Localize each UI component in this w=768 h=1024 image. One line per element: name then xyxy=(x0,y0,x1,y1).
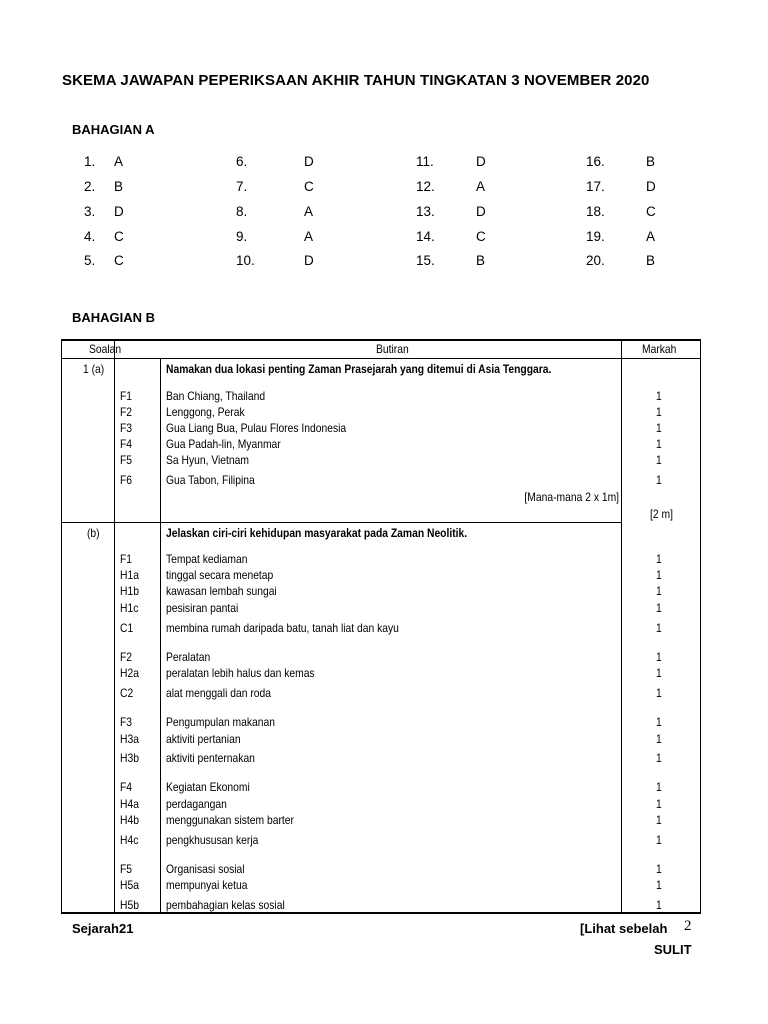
row-code: C1 xyxy=(120,621,134,635)
row-mark: 1 xyxy=(656,405,662,419)
answer-number: 11. xyxy=(416,154,434,169)
row-mark: 1 xyxy=(656,568,662,582)
row-code: F5 xyxy=(120,862,133,876)
answer-letter: D xyxy=(304,154,314,169)
row-code: F6 xyxy=(120,473,133,487)
row-mark: 1 xyxy=(656,862,662,876)
row-code: H4c xyxy=(120,833,139,847)
answer-letter: B xyxy=(114,179,124,194)
row-code: H3b xyxy=(120,751,139,765)
row-text: mempunyai ketua xyxy=(166,878,248,892)
row-text: tinggal secara menetap xyxy=(166,568,274,582)
row-text: Pengumpulan makanan xyxy=(166,715,276,729)
row-code: H5b xyxy=(120,898,139,912)
row-code: F2 xyxy=(120,405,133,419)
footer-sulit: SULIT xyxy=(654,942,692,957)
row-code: H1a xyxy=(120,568,139,582)
answer-number: 6. xyxy=(236,154,248,169)
row-text: aktiviti penternakan xyxy=(166,751,255,765)
answer-letter: C xyxy=(476,229,486,244)
row-text: perdagangan xyxy=(166,797,227,811)
row-text: Gua Liang Bua, Pulau Flores Indonesia xyxy=(166,421,347,435)
col-header-markah: Markah xyxy=(642,342,677,356)
answer-letter: A xyxy=(304,229,314,244)
answer-letter: D xyxy=(646,179,656,194)
answer-letter: D xyxy=(114,204,124,219)
section-a-heading: BAHAGIAN A xyxy=(72,122,155,137)
row-text: Tempat kediaman xyxy=(166,552,248,566)
answer-number: 2. xyxy=(84,179,96,194)
row-mark: 1 xyxy=(656,878,662,892)
row-mark: 1 xyxy=(656,601,662,615)
footer-turn-over: [Lihat sebelah xyxy=(580,921,668,936)
answer-number: 3. xyxy=(84,204,96,219)
row-mark: 1 xyxy=(656,453,662,467)
answer-number: 19. xyxy=(586,229,605,244)
answer-letter: A xyxy=(304,204,314,219)
row-code: F3 xyxy=(120,421,133,435)
row-mark: 1 xyxy=(656,732,662,746)
row-mark: 1 xyxy=(656,552,662,566)
row-text: kawasan lembah sungai xyxy=(166,584,277,598)
row-code: H2a xyxy=(120,666,139,680)
row-text: Organisasi sosial xyxy=(166,862,245,876)
row-mark: 1 xyxy=(656,898,662,912)
row-mark: 1 xyxy=(656,797,662,811)
row-code: F2 xyxy=(120,650,133,664)
row-code: F4 xyxy=(120,437,133,451)
row-code: F3 xyxy=(120,715,133,729)
row-code: C2 xyxy=(120,686,134,700)
col-header-butiran: Butiran xyxy=(376,342,409,356)
footer-page-number: 2 xyxy=(684,918,692,934)
answer-number: 4. xyxy=(84,229,96,244)
answer-number: 18. xyxy=(586,204,605,219)
document-title: SKEMA JAWAPAN PEPERIKSAAN AKHIR TAHUN TINGKATAN 3 NOVEMBER 2020 xyxy=(62,72,650,89)
row-code: F5 xyxy=(120,453,133,467)
answer-number: 10. xyxy=(236,253,255,268)
row-text: pesisiran pantai xyxy=(166,601,239,615)
row-text: Peralatan xyxy=(166,650,211,664)
answer-number: 1. xyxy=(84,154,96,169)
answer-number: 5. xyxy=(84,253,96,268)
row-mark: 1 xyxy=(656,584,662,598)
q1b-question: Jelaskan ciri-ciri kehidupan masyarakat pada Zaman Neolitik. xyxy=(166,526,468,540)
answer-letter: C xyxy=(646,204,656,219)
answer-letter: D xyxy=(304,253,314,268)
answer-number: 13. xyxy=(416,204,435,219)
answer-letter: C xyxy=(304,179,314,194)
row-text: menggunakan sistem barter xyxy=(166,813,294,827)
row-code: H4b xyxy=(120,813,139,827)
row-mark: 1 xyxy=(656,780,662,794)
answer-letter: B xyxy=(476,253,486,268)
row-text: Gua Padah-lin, Myanmar xyxy=(166,437,281,451)
row-text: peralatan lebih halus dan kemas xyxy=(166,666,315,680)
answer-number: 12. xyxy=(416,179,435,194)
col-header-soalan: Soalan xyxy=(89,342,122,356)
row-text: pengkhususan kerja xyxy=(166,833,259,847)
answer-number: 8. xyxy=(236,204,248,219)
row-text: pembahagian kelas sosial xyxy=(166,898,285,912)
row-code: F4 xyxy=(120,780,133,794)
q1a-total: [2 m] xyxy=(650,507,673,521)
answer-number: 9. xyxy=(236,229,248,244)
row-mark: 1 xyxy=(656,686,662,700)
row-code: H1b xyxy=(120,584,139,598)
row-text: Kegiatan Ekonomi xyxy=(166,780,250,794)
answer-letter: C xyxy=(114,253,124,268)
row-mark: 1 xyxy=(656,437,662,451)
row-mark: 1 xyxy=(656,813,662,827)
row-text: Ban Chiang, Thailand xyxy=(166,389,266,403)
answer-number: 7. xyxy=(236,179,248,194)
row-code: F1 xyxy=(120,552,133,566)
row-mark: 1 xyxy=(656,715,662,729)
marking-table xyxy=(61,339,701,914)
answer-letter: D xyxy=(476,204,486,219)
answer-number: 15. xyxy=(416,253,435,268)
section-b-heading: BAHAGIAN B xyxy=(72,310,156,325)
answer-letter: D xyxy=(476,154,486,169)
row-code: F1 xyxy=(120,389,133,403)
row-code: H5a xyxy=(120,878,139,892)
answer-letter: A xyxy=(476,179,486,194)
answer-letter: B xyxy=(646,253,656,268)
row-mark: 1 xyxy=(656,621,662,635)
row-text: membina rumah daripada batu, tanah liat dan kayu xyxy=(166,621,399,635)
answer-letter: A xyxy=(646,229,656,244)
answer-letter: A xyxy=(114,154,124,169)
row-mark: 1 xyxy=(656,751,662,765)
row-mark: 1 xyxy=(656,650,662,664)
row-text: Sa Hyun, Vietnam xyxy=(166,453,249,467)
answer-letter: B xyxy=(646,154,656,169)
row-code: H1c xyxy=(120,601,139,615)
answer-number: 20. xyxy=(586,253,605,268)
row-code: H3a xyxy=(120,732,139,746)
row-text: Gua Tabon, Filipina xyxy=(166,473,255,487)
row-mark: 1 xyxy=(656,833,662,847)
footer-subject-code: Sejarah21 xyxy=(72,921,134,936)
row-mark: 1 xyxy=(656,473,662,487)
row-code: H4a xyxy=(120,797,139,811)
answer-number: 14. xyxy=(416,229,435,244)
row-text: aktiviti pertanian xyxy=(166,732,241,746)
answer-number: 16. xyxy=(586,154,605,169)
answer-letter: C xyxy=(114,229,124,244)
row-text: Lenggong, Perak xyxy=(166,405,245,419)
row-text: alat menggali dan roda xyxy=(166,686,272,700)
q1a-question: Namakan dua lokasi penting Zaman Prasejarah yang ditemui di Asia Tenggara. xyxy=(166,362,552,376)
row-mark: 1 xyxy=(656,421,662,435)
row-mark: 1 xyxy=(656,666,662,680)
q1a-note: [Mana-mana 2 x 1m] xyxy=(524,490,619,504)
row-mark: 1 xyxy=(656,389,662,403)
q1a-label: 1 (a) xyxy=(83,362,105,376)
q1b-label: (b) xyxy=(87,526,100,540)
answer-number: 17. xyxy=(586,179,605,194)
